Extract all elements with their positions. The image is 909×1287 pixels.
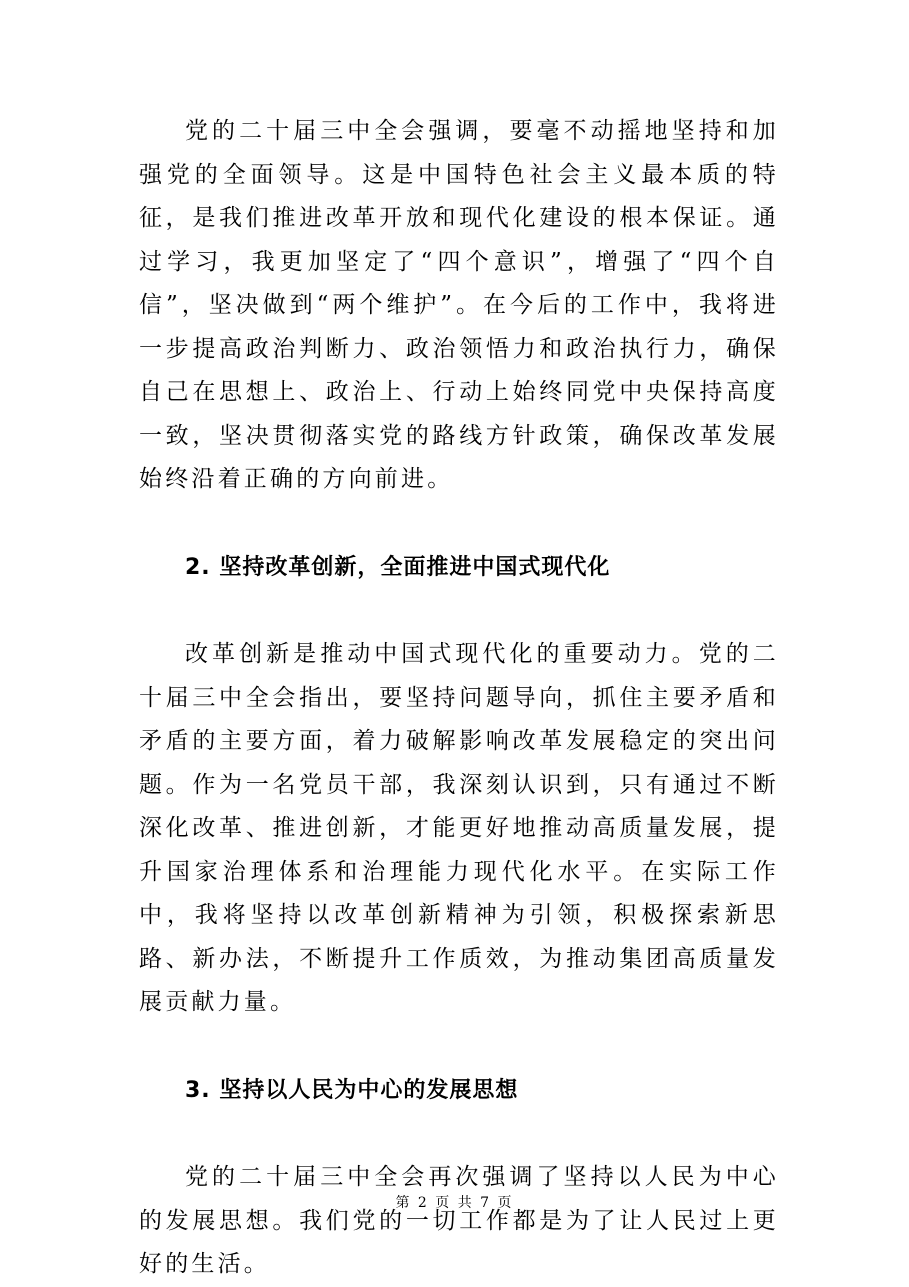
paragraph-reform: 改革创新是推动中国式现代化的重要动力。党的二十届三中全会指出，要坚持问题导向，抓住主要矛盾和矛盾的主要方面，着力破解影响改革发展稳定的突出问题。作为一名党员干部，我深刻认识到，只有通过不断深化改革、推进创新，才能更好地推动高质量发展，提升国家治理体系和治理能力现代化水平。在实际工作中，我将坚持以改革创新精神为引领，积极探索新思路、新办法，不断提升工作质效，为推动集团高质量发展贡献力量。 xyxy=(139,641,779,1015)
paragraph-people-centered: 党的二十届三中全会再次强调了坚持以人民为中心的发展思想。我们党的一切工作都是为了让人民过上更好的生活。 xyxy=(139,1164,779,1277)
paragraph-leadership: 党的二十届三中全会强调，要毫不动摇地坚持和加强党的全面领导。这是中国特色社会主义最本质的特征，是我们推进改革开放和现代化建设的根本保证。通过学习，我更加坚定了“四个意识”，增强了“四个自信”，坚决做到“两个维护”。在今后的工作中，我将进一步提高政治判断力、政治领悟力和政治执行力，确保自己在思想上、政治上、行动上始终同党中央保持高度一致，坚决贯彻落实党的路线方针政策，确保改革发展始终沿着正确的方向前进。 xyxy=(139,118,779,492)
section-heading-2: 2. 坚持改革创新，全面推进中国式现代化 xyxy=(185,554,611,580)
spacer xyxy=(139,1112,779,1156)
spacer xyxy=(139,1025,779,1069)
section-heading-3: 3. 坚持以人民为中心的发展思想 xyxy=(185,1077,519,1103)
document-body xyxy=(139,110,779,1287)
spacer xyxy=(139,502,779,546)
page-number-footer: 第 2 页 共 7 页 xyxy=(395,1195,514,1211)
spacer xyxy=(139,589,779,633)
